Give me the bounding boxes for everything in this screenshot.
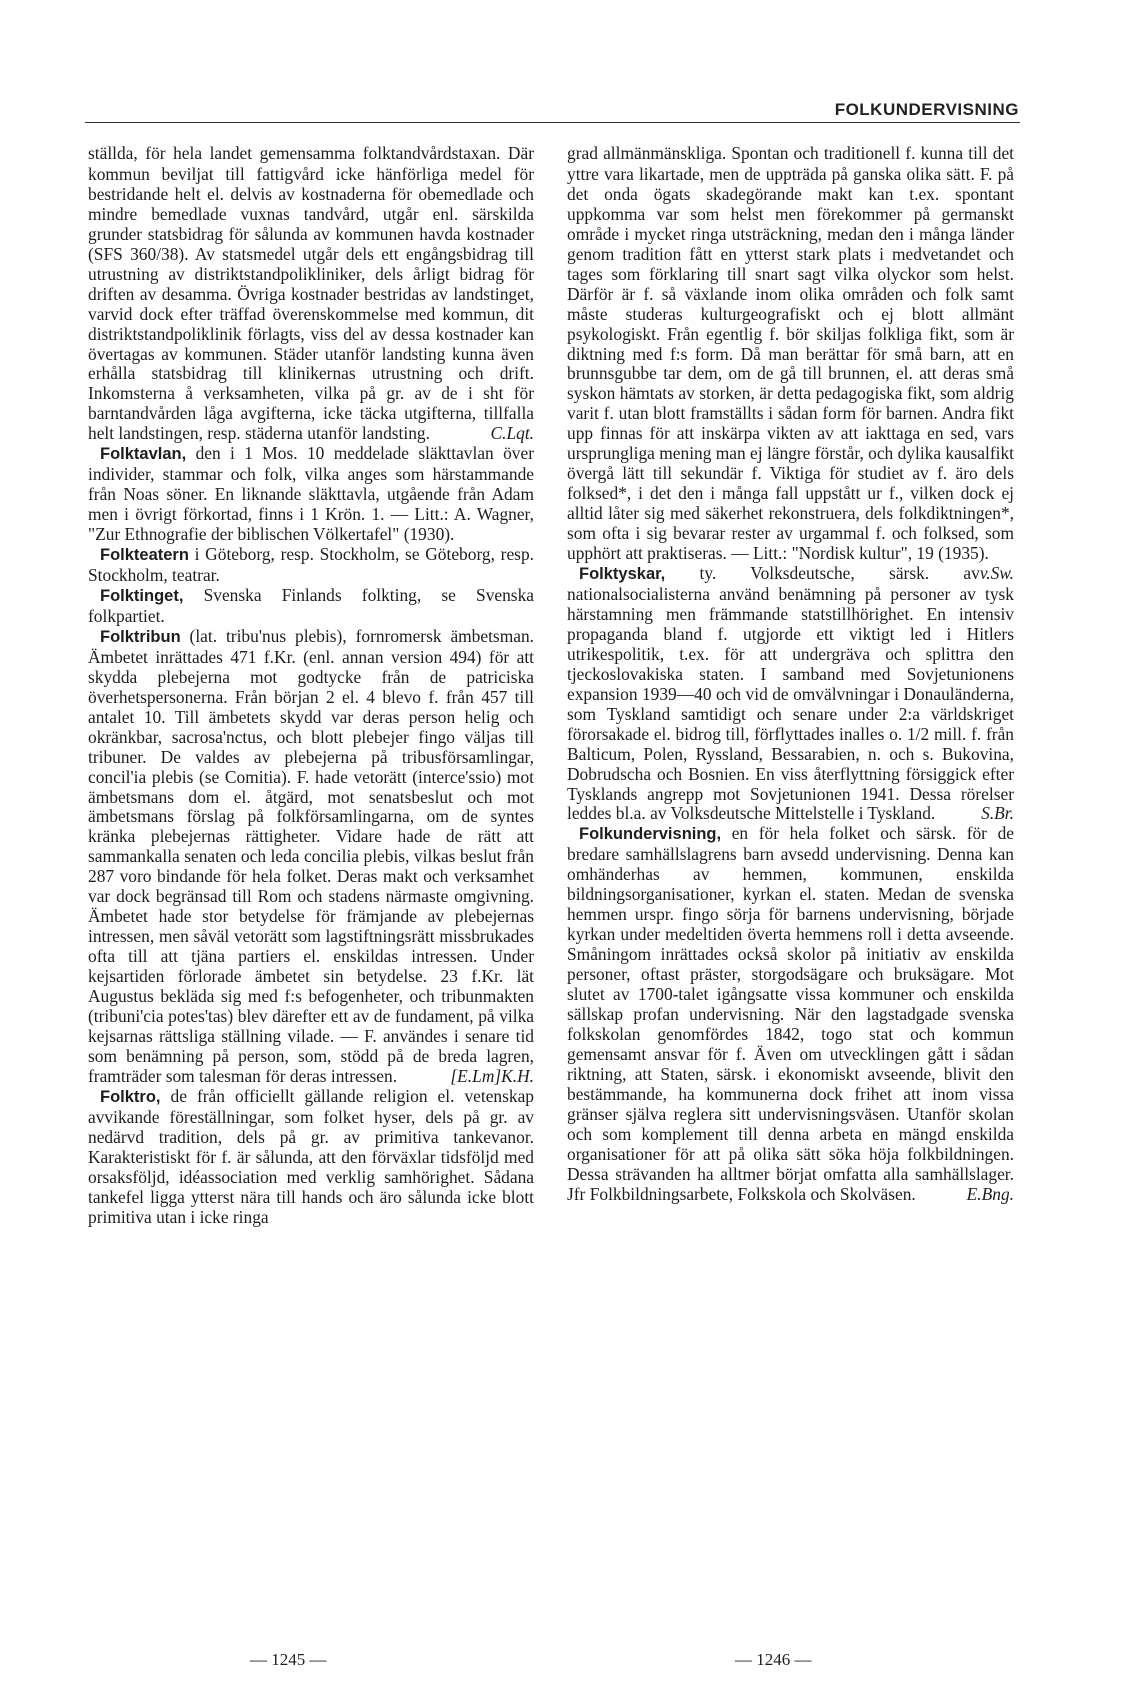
- entry: Folktro, de från officiellt gällande religion el. vetenskap avvikande föreställningar, som folket hyser, dels på gr. av nedärvd tradition, dels på gr. av primitiva tankevanor. Karakteristiskt för f. är sålunda, att den förväxlar tidsföljd med orsaksföljd, idéassociation med verklig samhörighet. Sådana tankefel ligga ytterst nära till hands och äro sålunda icke blott primitiva utan i icke ringa: [88, 1085, 534, 1227]
- author-signature: C.Lqt.: [490, 423, 534, 444]
- entry: Folktavlan, den i 1 Mos. 10 meddelade släkttavlan över individer, stammar och folk, vilka anges som härstammande från Noas söner. En liknande släkttavla, utgående från Adam men i övrigt förkortad, finns i 1 Krön. 1. — Litt.: A. Wagner, "Zur Ethnografie der biblischen Völkertafel" (1930).: [88, 443, 534, 545]
- page-number-left: — 1245 —: [250, 1650, 327, 1669]
- entry-headword: Folktavlan,: [100, 445, 187, 464]
- header-rule: [85, 122, 1020, 123]
- entry-headword: Folktro,: [100, 1087, 161, 1106]
- entry-headword: Folktinget,: [100, 586, 184, 605]
- author-signature: v.Sw.: [979, 563, 1014, 584]
- left-column: [88, 144, 534, 1227]
- entry-headword: Folkundervisning,: [579, 825, 722, 844]
- author-signature: [E.Lm]K.H.: [450, 1065, 534, 1086]
- right-column: [567, 144, 1014, 1205]
- entry: Folktyskar, ty. Volksdeutsche, särsk. av nationalsocialisterna använd benämning på personer av tysk härstamning men främmande statstillhörighet. En intensiv propaganda bland f. utgjorde ett viktigt led i Hitlers utrikespolitik, t.ex. för att undergräva och splittra den tjeckoslovakiska staten. I samband med Sovjetunionens expansion 1939—40 och vid de omvälvningar i Donauländerna, som Tyskland samtidigt och senare under 2:a världskriget förorsakade el. bidrog till, förflyttades inalles o. 1/2 mill. f. från Balticum, Polen, Ryssland, Bessarabien, n. och s. Bukovina, Dobrudscha och Bosnien. En viss återflyttning försiggick efter Tysklands angrepp mot Sovjetunionen 1941. Dessa rörelser leddes bl.a. av Volksdeutsche Mittelstelle i Tyskland. S.Br.: [567, 563, 1014, 824]
- entry: Folktinget, Svenska Finlands folkting, se Svenska folkpartiet.: [88, 584, 534, 626]
- entry: Folktribun (lat. tribu'nus plebis), fornromersk ämbetsman. Ämbetet inrättades 471 f.Kr. (enl. annan version 494) för att skydda plebejerna mot godtycke från de patriciska överhetspersonerna. Från början 2 el. 4 blevo f. från 457 till antalet 10. Till ämbetets skydd var deras person helig och okränkbar, sacrosa'nctus, och blott plebejer fingo väljas till tribuner. De valdes av plebejerna på tribusförsamlingar, concil'ia plebis (se Comitia). F. hade vetorätt (interce'ssio) mot ämbetsmans dom el. åtgärd, mot senatsbeslut och mot ämbetsmans förslag på folkförsamlingarna, om de syntes kränka plebejernas rättigheter. Vidare hade de rätt att sammankalla senaten och leda concilia plebis, vilkas beslut från 287 voro bindande för hela folket. Deras makt och verksamhet var dock begränsad till Rom och stadens närmaste omgivning. Ämbetet hade stor betydelse för främjande av plebejernas intressen, men såväl vetorätt som lagstiftningsrätt missbrukades ofta till att tjäna partiers el. enskildas intressen. Under kejsartiden förlorade ämbetet sin betydelse. 23 f.Kr. lät Augustus bekläda sig med f:s befogenheter, och tribunmakten (tribuni'cia potes'tas) blev därefter ett av de fundament, på vilka kejsarnas rättsliga ställning vilade. — F. användes i senare tid som benämning på person, som, stödd på de breda lagren, framträder som talesman för deras intressen. [E.Lm]K.H.: [88, 625, 534, 1086]
- page-number-right: — 1246 —: [735, 1650, 812, 1669]
- author-signature: S.Br.: [981, 803, 1014, 824]
- entry: Folkundervisning, en för hela folket och särsk. för de bredare samhällslagrens barn avsedd undervisning. Denna kan omhänderhas av hemmen, kommunen, enskilda bildningsorganisationer, kyrkan el. staten. Medan de svenska hemmen urspr. fingo sörja för barnens undervisning, började kyrkan under medeltiden överta hemmens roll i detta avseende. Småningom inrättades också skolor på initiativ av enskilda personer, oftast präster, storgodsägare och bruksägare. Mot slutet av 1700-talet igångsatte vissa kommuner och enskilda sällskap profan undervisning. När den lagstadgade svenska folkskolan genomfördes 1842, togo stat och kommun gemensamt ansvar för f. Även om utvecklingen gått i sådan riktning, att Staten, särsk. i ekonomiskt avseende, blivit den bestämmande, ha kommunerna dock frihet att inom vissa gränser själva reglera sitt undervisningsväsen. Utanför skolan och som komplement till denna arbeta en mängd enskilda organisationer för att på olika sätt söka höja folkbildningen. Dessa strävanden ha alltmer börjat omfatta alla samhällslager. Jfr Folkbildningsarbete, Folkskola och Skolväsen. E.Bng.: [567, 823, 1014, 1204]
- entry-headword: Folkteatern: [100, 546, 189, 565]
- running-title: FOLKUNDERVISNING: [834, 100, 1019, 119]
- entry: grad allmänmänskliga. Spontan och traditionell f. kunna till det yttre vara likartade, men de uppträda på ganska olika sätt. F. på det onda ögats skadegörande makt kan t.ex. spontant uppkomma var som helst men förekommer på germanskt område i mycket ringa utsträckning, medan den i många länder genom tradition fått en ytterst stark plats i medvetandet och tages som förklaring till snart sagt vilka olyckor som helst. Därför är f. så växlande inom olika områden och folk samt måste studeras kulturgeografiskt och ej blott allmänt psykologiskt. Från egentlig f. bör skiljas folkliga fikt, som är diktning med f:s form. Då man berättar för små barn, att en brunnsgubbe tar dem, om de gå till brunnen, el. att deras små syskon hämtats av storken, är detta pedagogiska fikt, som aldrig varit f. utan blott framställts i sådan form för barnen. Andra fikt upp finnas för att inskärpa vikten av att iakttaga en sed, vars ursprungliga mening man ej längre förstår, och dylika kausalfikt övergå lätt till sekundär f. Viktiga för studiet av f. äro dels folksed*, i det den i många fall uppstått ur f., vilken dock ej alltid låter sig med säkerhet rekonstruera, dels folkdiktningen*, som ofta i sig bevarar rester av urgammal f. och folksed, som upphört att praktiseras. — Litt.: "Nordisk kultur", 19 (1935). v.Sw.: [567, 143, 1014, 584]
- entry-headword: Folktyskar,: [579, 565, 666, 584]
- entry-headword: Folktribun: [100, 627, 181, 646]
- entry: Folkteatern i Göteborg, resp. Stockholm, se Göteborg, resp. Stockholm, teatrar.: [88, 544, 534, 586]
- author-signature: E.Bng.: [966, 1183, 1014, 1204]
- entry: ställda, för hela landet gemensamma folktandvårdstaxan. Där kommun beviljat till fattigvård icke hänförliga medel för bestridande helt el. delvis av kostnaderna för obemedlade och mindre bemedlade vuxnas tandvård, utgår enl. särskilda grunder statsbidrag för sålunda av kommunen havda kostnader (SFS 360/38). Av statsmedel utgår dels ett engångsbidrag till utrustning av distriktstandpolikliniker, dels årligt bidrag för driften av desamma. Övriga kostnader bestridas av landstinget, varvid dock efter träffad överenskommelse med kommun, dit distriktstandpoliklinik förlagts, viss del av dessa kostnader kan övertagas av kommunen. Städer utanför landsting kunna även erhålla statsbidrag till klinikernas utrustning och drift. Inkomsterna å verksamheten, vilka på gr. av de i sht för barntandvården låga avgifterna, icke täcka utgifterna, tillfalla helt landstingen, resp. städerna utanför landsting. C.Lqt.: [88, 143, 534, 444]
